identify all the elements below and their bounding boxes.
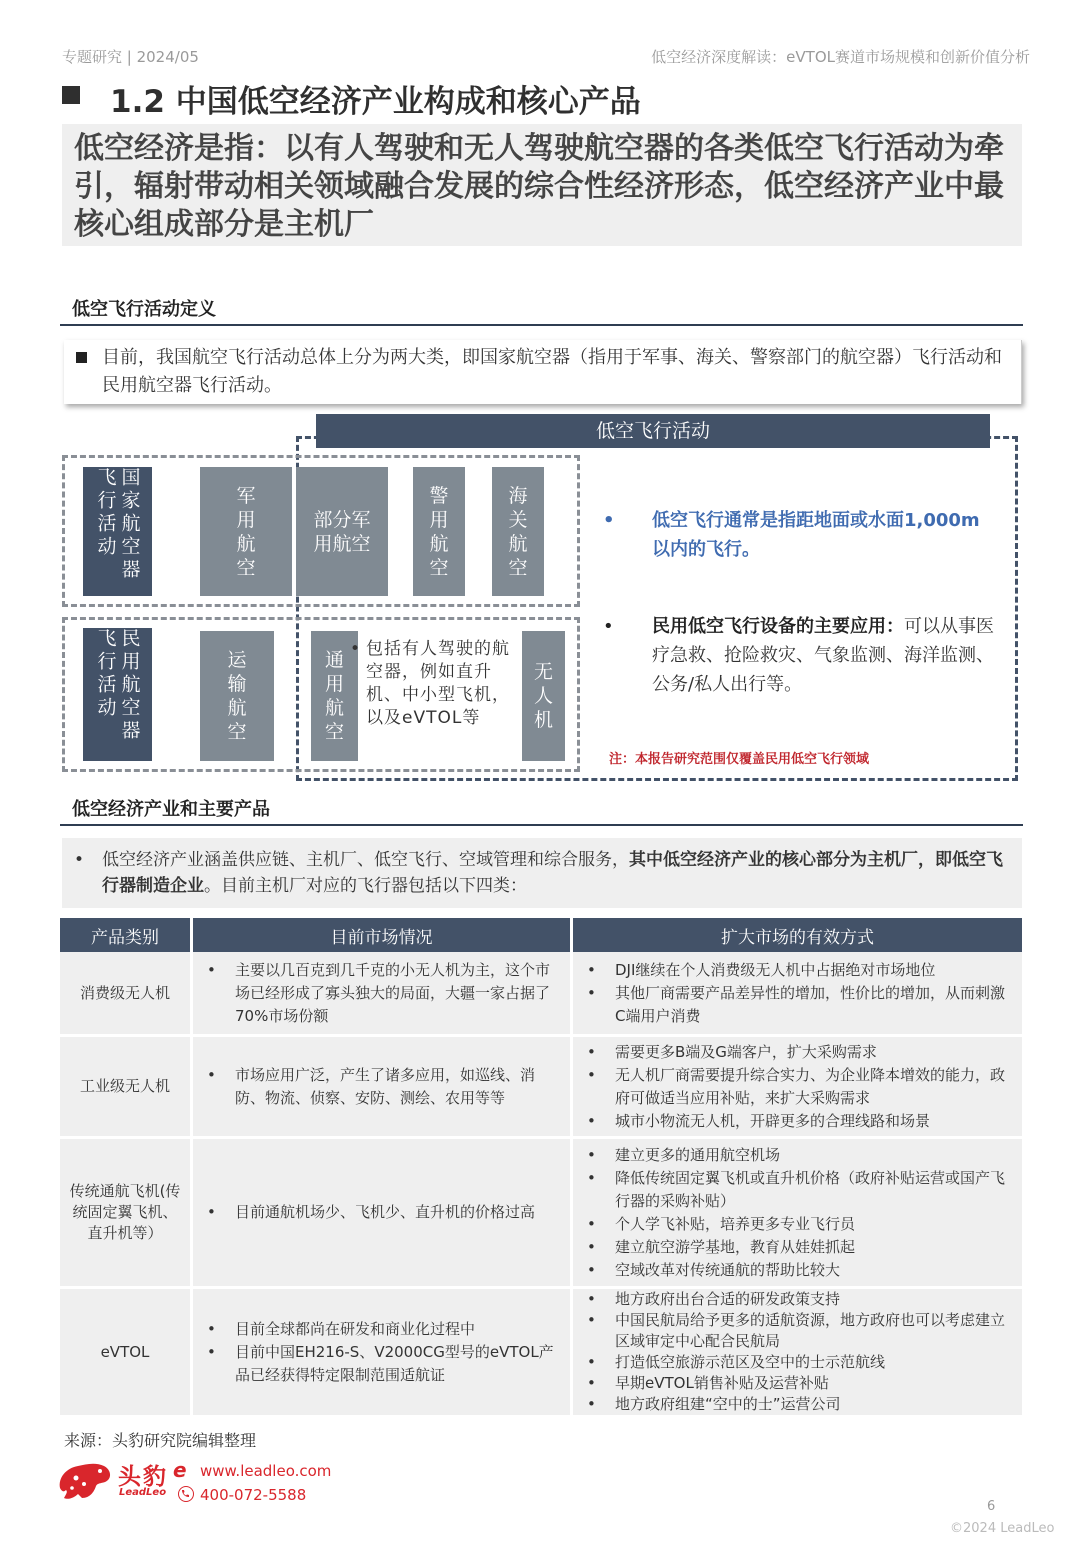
- list-item: • 建立更多的通用航空机场: [587, 1144, 1012, 1167]
- list-item: • 打造低空旅游示范区及空中的士示范航线: [587, 1352, 1012, 1373]
- partial-military-box: [296, 467, 388, 596]
- header-right: 低空经济深度解读：eVTOL赛道市场规模和创新价值分析: [651, 48, 1030, 66]
- table-header-methods: 扩大市场的有效方式: [570, 918, 1022, 952]
- customs-aviation-box: [492, 467, 544, 596]
- definition-note: [64, 340, 1022, 404]
- scope-footnote: 注：本报告研究范围仅覆盖民用低空飞行领域: [609, 752, 870, 767]
- list-item: • 建立航空游学基地，教育从娃娃抓起: [587, 1236, 1012, 1259]
- row-category: 传统通航飞机(传统固定翼飞机、直升机等）: [60, 1136, 190, 1286]
- industry-intro-bold: 其中低空经济产业的核心部分为主机厂，即低空飞行器制造企业: [102, 850, 1003, 896]
- state-aircraft-label-text: 国家航空器飞行活动: [94, 467, 141, 582]
- partial-military-text: 部分军用航空: [313, 508, 371, 555]
- page-number: 6: [987, 1499, 996, 1514]
- summary-text: 低空经济是指：以有人驾驶和无人驾驶航空器的各类低空飞行活动为牵引，辐射带动相关领域融合发展的综合性经济形态，低空经济产业中最核心组成部分是主机厂: [74, 131, 1004, 242]
- list-item: • 降低传统固定翼飞机或直升机价格（政府补贴运营或国产飞行器的采购补贴）: [587, 1167, 1012, 1213]
- general-aviation-text: 通用航空: [324, 649, 344, 743]
- drone-box: [522, 631, 565, 761]
- low-altitude-band: 低空飞行活动: [316, 414, 990, 448]
- row-methods: [570, 1034, 1022, 1136]
- military-aviation-text: 军用航空: [236, 484, 256, 579]
- leadleo-leopard-logo-icon: [56, 1458, 114, 1502]
- list-item: • 需要更多B端及G端客户，扩大采购需求: [587, 1041, 1012, 1064]
- distance-definition: [595, 506, 995, 564]
- civil-application-bold: 民用低空飞行设备的主要应用：: [652, 616, 904, 637]
- list-item: • 市场应用广泛，产生了诸多应用，如巡线、消防、物流、侦察、安防、测绘、农用等等: [207, 1064, 560, 1110]
- page-title: 1.2 中国低空经济产业构成和核心产品: [110, 84, 641, 120]
- bullet-dot-icon: •: [603, 616, 614, 637]
- list-item: • 无人机厂商需要提升综合实力、为企业降本增效的能力，政府可做适当应用补贴，来扩大采购需求: [587, 1064, 1012, 1110]
- logo-url: www.leadleo.com: [200, 1462, 332, 1480]
- list-item: • 早期eVTOL销售补贴及运营补贴: [587, 1373, 1012, 1394]
- list-item: • 地方政府出台合适的研发政策支持: [587, 1289, 1012, 1310]
- bullet-dot-icon: •: [350, 639, 362, 659]
- list-item: • 地方政府组建“空中的士”运营公司: [587, 1394, 1012, 1415]
- police-aviation-text: 警用航空: [429, 484, 449, 579]
- list-item: • 目前通航机场少、飞机少、直升机的价格过高: [207, 1201, 560, 1224]
- phone-icon: [178, 1486, 194, 1502]
- row-market: [190, 1286, 570, 1415]
- row-methods: [570, 952, 1022, 1034]
- industry-intro-end: 。目前主机厂对应的飞行器包括以下四类：: [204, 876, 527, 896]
- bullet-dot-icon: •: [603, 510, 615, 531]
- section2-title: 低空经济产业和主要产品: [72, 799, 270, 820]
- row-market: [190, 1136, 570, 1286]
- list-item: • DJI继续在个人消费级无人机中占据绝对市场地位: [587, 959, 1012, 982]
- square-bullet-icon: [76, 352, 87, 363]
- row-market: [190, 952, 570, 1034]
- civil-application: [595, 612, 1005, 699]
- list-item: • 个人学飞补贴，培养更多专业飞行员: [587, 1213, 1012, 1236]
- title-marker: [62, 86, 80, 104]
- table-row: [60, 952, 1022, 1034]
- bullet-dot-icon: •: [74, 850, 85, 870]
- civil-application-text: 可以从事医疗急救、抢险救灾、气象监测、海洋监测、公务/私人出行等。: [652, 616, 994, 695]
- row-methods: [570, 1136, 1022, 1286]
- table-header-row: [60, 918, 1022, 952]
- drone-text: 无人机: [533, 661, 553, 731]
- general-aviation-note: [350, 638, 516, 730]
- customs-aviation-text: 海关航空: [508, 484, 528, 579]
- row-category: 工业级无人机: [60, 1034, 190, 1136]
- definition-panel: [595, 450, 1015, 778]
- section1-title: 低空飞行活动定义: [72, 299, 216, 320]
- row-category: 消费级无人机: [60, 952, 190, 1034]
- industry-intro-text: 低空经济产业涵盖供应链、主机厂、低空飞行、空域管理和综合服务，: [102, 850, 629, 870]
- table-header-market: 目前市场情况: [190, 918, 570, 952]
- source-note: 来源：头豹研究院编辑整理: [64, 1431, 257, 1450]
- list-item: • 空域改革对传统通航的帮助比较大: [587, 1259, 1012, 1282]
- list-item: • 目前全球都尚在研发和商业化过程中: [207, 1318, 560, 1341]
- list-item: • 其他厂商需要产品差异性的增加，性价比的增加，从而刺激C端用户消费: [587, 982, 1012, 1028]
- product-table: [60, 918, 1022, 1415]
- military-aviation-box: [200, 467, 292, 596]
- list-item: • 目前中国EH216-S、V2000CG型号的eVTOL产品已经获得特定限制范围适航证: [207, 1341, 560, 1387]
- transport-aviation-box: [200, 631, 274, 761]
- section1-rule: [60, 324, 1023, 326]
- definition-note-text: 目前，我国航空飞行活动总体上分为两大类，即国家航空器（指用于军事、海关、警察部门的航空器）飞行活动和民用航空器飞行活动。: [102, 347, 1002, 396]
- copyright: ©2024 LeadLeo: [950, 1521, 1055, 1536]
- row-category: eVTOL: [60, 1286, 190, 1415]
- police-aviation-box: [413, 467, 465, 596]
- logo-en: LeadLeo: [119, 1487, 167, 1498]
- civil-aircraft-label-text: 民用航空器飞行活动: [94, 628, 141, 743]
- list-item: • 中国民航局给予更多的适航资源，地方政府也可以考虑建立区域审定中心配合民航局: [587, 1310, 1012, 1352]
- state-aircraft-label: [83, 467, 152, 596]
- list-item: • 城市小物流无人机，开辟更多的合理线路和场景: [587, 1110, 1012, 1133]
- section2-rule: [60, 824, 1023, 826]
- row-methods: [570, 1286, 1022, 1415]
- table-header-category: 产品类别: [60, 918, 190, 952]
- table-row: [60, 1286, 1022, 1415]
- table-row: [60, 1136, 1022, 1286]
- list-item: • 主要以几百克到几千克的小无人机为主，这个市场已经形成了寡头独大的局面，大疆一家占据了70%市场份额: [207, 959, 560, 1028]
- table-row: [60, 1034, 1022, 1136]
- civil-aircraft-label: [83, 628, 152, 761]
- logo-phone: 400-072-5588: [200, 1486, 307, 1504]
- logo-e-icon: e: [173, 1458, 187, 1482]
- row-market: [190, 1034, 570, 1136]
- industry-intro: [62, 838, 1022, 908]
- logo-cn: 头豹: [118, 1464, 168, 1490]
- distance-definition-text: 低空飞行通常是指距地面或水面1,000m以内的飞行。: [652, 510, 980, 560]
- general-aviation-note-text: 包括有人驾驶的航空器，例如直升机、中小型飞机，以及eVTOL等: [366, 639, 510, 728]
- summary-box: [62, 124, 1022, 246]
- transport-aviation-text: 运输航空: [227, 649, 247, 743]
- header-left: 专题研究 | 2024/05: [62, 48, 199, 66]
